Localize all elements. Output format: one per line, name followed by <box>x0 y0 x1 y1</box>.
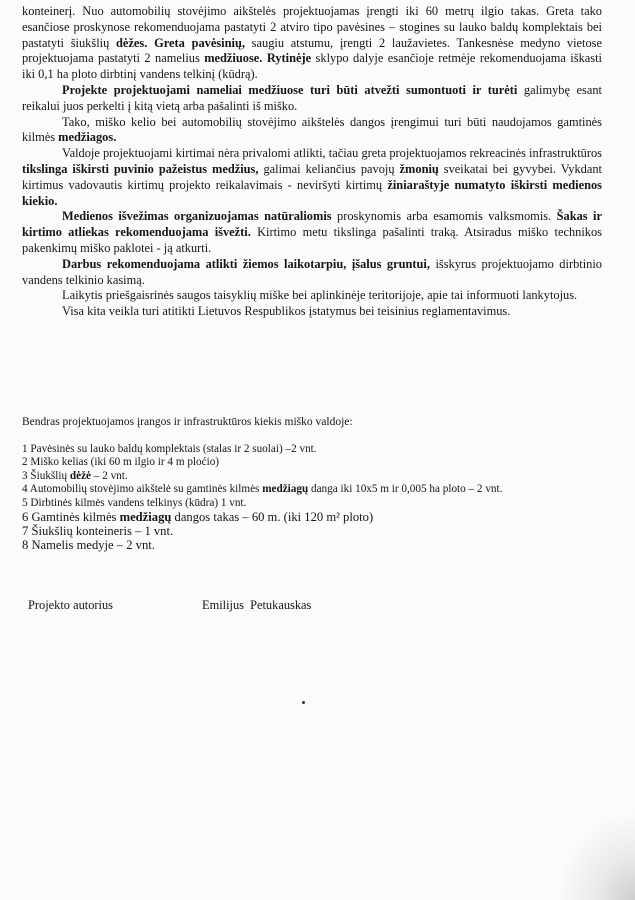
text-run: 1 Pavėsinės su lauko baldų komplektais (stalas ir 2 suolai) –2 vnt. <box>22 443 317 455</box>
text-run: Valdoje projektuojami kirtimai nėra privalomi atlikti, tačiau greta projektuojamos rekreacinės infrastruktūros <box>62 146 602 161</box>
list-item <box>22 470 502 483</box>
bold-text: Medienos išvežimas organizuojamas natūraliomis <box>62 209 332 224</box>
list-item <box>22 456 502 469</box>
text-run: 2 Miško kelias (iki 60 m ilgio ir 4 m ploćio) <box>22 456 220 469</box>
text-run: 6 Gamtinės kilmės <box>22 510 120 525</box>
bold-text: medžiagų <box>119 510 172 525</box>
scan-shadow <box>555 810 635 900</box>
list-item <box>22 443 502 456</box>
bold-text: žmonių <box>399 161 439 176</box>
text-run: galimai keliančius pavojų <box>258 161 400 176</box>
paragraph <box>22 146 602 209</box>
bold-text: dėžes. Greta pavėsinių, <box>116 35 245 50</box>
paragraph <box>22 304 602 320</box>
text-run: Visa kita veikla turi atitikti Lietuvos Respublikos įstatymus bei teisinius reglamentavimus. <box>62 304 511 319</box>
text-run: dangos takas – 60 m. (iki 120 m² ploto) <box>171 510 374 525</box>
body-text <box>22 4 602 320</box>
paragraph <box>22 288 602 304</box>
paragraph <box>22 4 602 83</box>
scan-speck <box>302 701 305 704</box>
bold-text: medžiagos. <box>58 130 117 145</box>
signature-name: Emilijus Petukauskas <box>202 598 312 612</box>
text-run: 7 Šiukšlių konteineris – 1 vnt. <box>22 524 174 539</box>
text-run: Laikytis priešgaisrinės saugos taisyklių miške bei aplinkinėje teritorijoje, apie tai informuoti lankytojus. <box>62 288 578 303</box>
bold-text: Šakas ir kirtimo atliekas rekomenduojama išvežti. <box>22 209 602 240</box>
bold-text: žiniaraštyje numatyto iškirsti medienos kiekio. <box>22 177 602 208</box>
list-item <box>22 538 502 552</box>
paragraph <box>22 257 602 289</box>
text-run: 5 Dirbtinės kilmės vandens telkinys (kūdra) 1 vnt. <box>22 496 247 509</box>
bold-text: Darbus rekomenduojama atlikti žiemos laikotarpiu, įšalus gruntui, <box>62 256 430 271</box>
text-run: saugiu atstumu, įrengti 2 laužavietes. Tankesnėse medyno vietose projektuojama pastatyti 2 namelius <box>22 35 602 66</box>
bold-text: medžiagų <box>262 483 309 496</box>
list-item <box>22 510 502 524</box>
bold-text: Rytinėje <box>266 51 312 66</box>
text-run: sklypo dalyje esančioje retmėje rekomenduojama iškasti iki 0,1 ha ploto dirbtinį vandens telkinį (kūdrą). <box>22 51 602 82</box>
summary-title: Bendras projektuojamos įrangos ir infrastruktūros kiekis miško valdoje: <box>22 416 353 428</box>
text-run: 8 Namelis medyje – 2 vnt. <box>22 538 155 553</box>
list-item <box>22 483 502 496</box>
text-run: Kirtimo metu tikslinga pašalinti traką. Atsiradus miško technikos pakenkimų miško paklotei - ją atkurti. <box>22 225 603 255</box>
bold-text: dėžė <box>69 469 91 482</box>
text-run: išskyrus projektuojamo dirbtinio vandens telkinio kasimą. <box>22 256 602 287</box>
text-run: galimybę esant reikalui juos perkelti į kitą vietą arba pašalinti iš miško. <box>22 82 602 113</box>
text-run: Tako, miško kelio bei automobilių stovėjimo aikštelės dangos įrengimui turi būti naudojamos gamtinės kilmės <box>22 114 602 145</box>
list-item <box>22 497 502 510</box>
bold-text: medžiuose. <box>204 51 263 66</box>
paragraph <box>22 209 602 256</box>
text-run: 3 Šiukšlių <box>22 469 70 482</box>
signature-role: Projekto autorius <box>28 598 114 612</box>
text-run: danga iki 10x5 m ir 0,005 ha ploto – 2 vnt. <box>308 483 503 496</box>
text-run: – 2 vnt. <box>91 469 128 482</box>
bold-text: Projekte projektuojami nameliai medžiuose turi būti atvežti sumontuoti ir turėti <box>62 82 518 97</box>
text-run: konteinerį. Nuo automobilių stovėjimo aikštelės projektuojamas įrengti iki 60 metrų ilgio takas. Greta tako esančiose proskynose rekomenduojama pastatyti 2 atviro tipo pavėsines – stogines su lauko baldų komplektais bei pastatyti šiukšlių <box>22 4 602 50</box>
list-item <box>22 524 502 538</box>
paragraph <box>22 115 602 147</box>
bold-text: tikslinga iškirsti puvinio pažeistus medžius, <box>22 161 259 176</box>
summary-list <box>22 443 502 553</box>
text-run: proskynomis arba esamomis valksmomis. <box>331 209 557 224</box>
text-run: sveikatai bei gyvybei. Vykdant kirtimus vadovautis kirtimų projekto reikalavimais - neviršyti kirtimų <box>22 161 602 192</box>
text-run: 4 Automobilių stovėjimo aikštelė su gamtinės kilmės <box>22 483 263 496</box>
paragraph <box>22 83 602 115</box>
